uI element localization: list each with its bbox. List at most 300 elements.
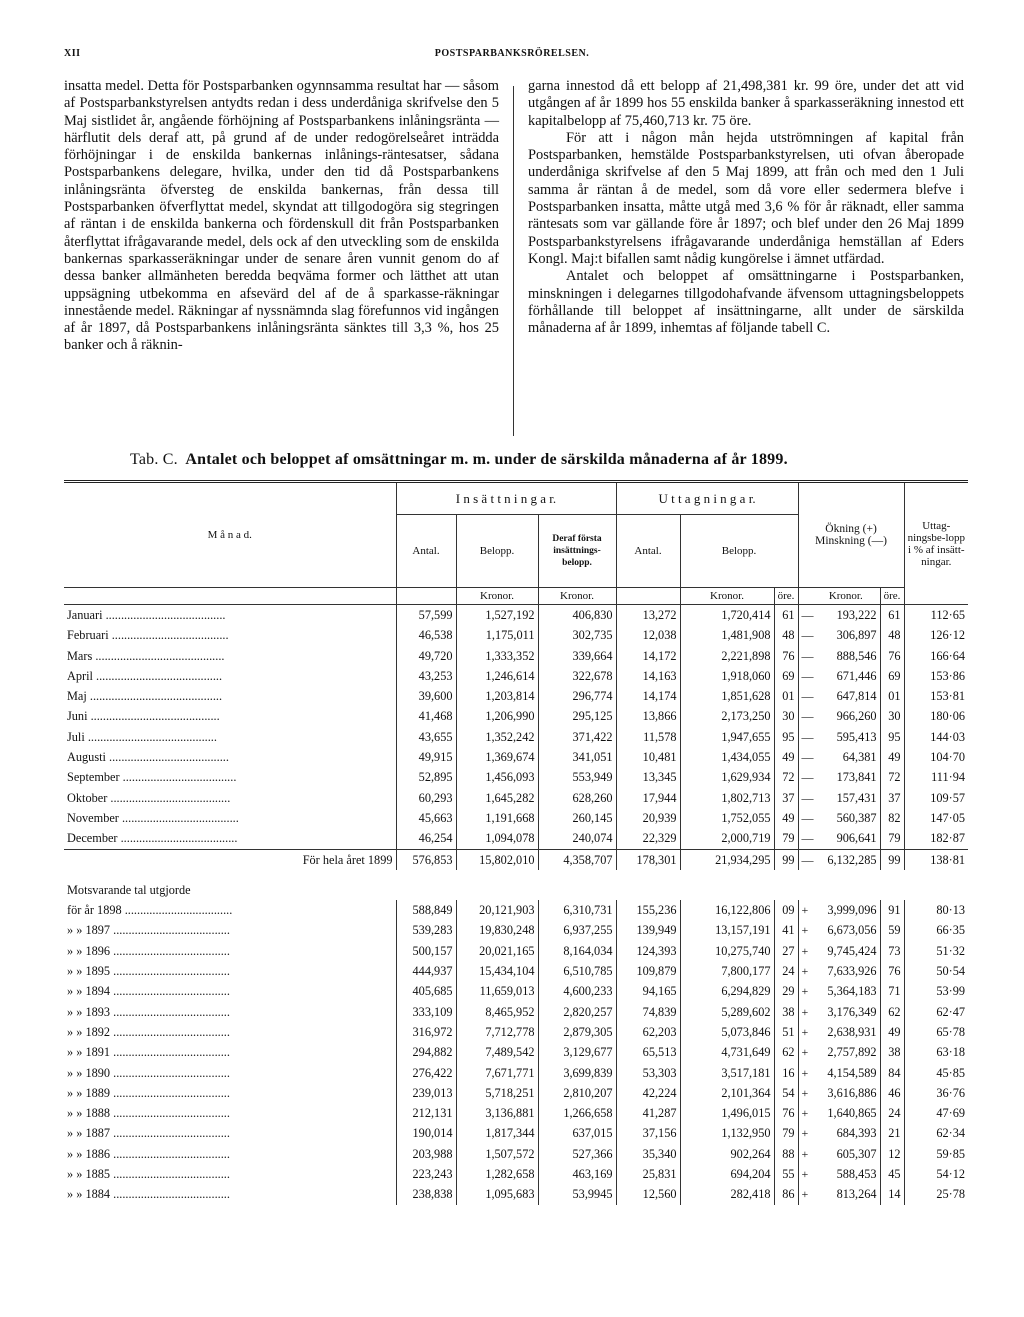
cell-procent: 166·64 [904,646,968,666]
unit-kronor-3: Kronor. [680,588,774,605]
year-row [64,1083,968,1103]
label: Januari ....................................... [67,608,226,622]
month-row [64,828,968,849]
cell-utt-belopp: 694,204 [680,1164,774,1184]
cell-utt-ore: 49 [774,808,798,828]
cell-utt-antal: 74,839 [616,1002,680,1022]
cell-procent: 112·65 [904,605,968,626]
cell-utt-antal: 42,224 [616,1083,680,1103]
cell-utt-ore: 54 [774,1083,798,1103]
cell-ins-antal: 57,599 [396,605,456,626]
cell-ins-antal: 539,283 [396,920,456,940]
label: Augusti ....................................... [67,750,229,765]
cell-utt-belopp: 1,132,950 [680,1123,774,1143]
left-text-column [64,78,499,355]
cell-utt-belopp: 282,418 [680,1184,774,1204]
cell-utt-antal: 14,163 [616,666,680,686]
header-insattning-belopp: Belopp. [456,515,538,588]
cell-procent: 25·78 [904,1184,968,1204]
cell-procent: 51·32 [904,941,968,961]
cell-ins-belopp: 1,175,011 [456,625,538,645]
cell-ins-antal: 500,157 [396,941,456,961]
label: » » 1885 ...................................... [67,1167,230,1182]
cell-utt-antal: 139,949 [616,920,680,940]
year-row [64,900,968,920]
cell-okning: 157,431 [836,790,877,805]
cell-okning: 9,745,424 [827,943,877,958]
cell-ins-antal: 405,685 [396,981,456,1001]
cell-utt-antal: 65,513 [616,1042,680,1062]
year-row [64,981,968,1001]
cell-sign: — [798,808,812,828]
cell-okning-ore: 71 [880,981,904,1001]
year-row [64,1184,968,1204]
cell-utt-ore: 01 [774,686,798,706]
cell-procent: 104·70 [904,747,968,767]
year-row [64,1022,968,1042]
label: » » 1890 ...................................... [67,1065,230,1080]
label: » » 1893 ...................................... [67,1004,230,1019]
cell-utt-ore: 79 [774,828,798,849]
cell-ins-antal: 238,838 [396,1184,456,1204]
cell-procent: 138·81 [904,849,968,870]
cell-utt-ore: 76 [774,1103,798,1123]
cell-deraf: 4,600,233 [538,981,616,1001]
cell-ins-belopp: 20,021,165 [456,941,538,961]
month-row [64,625,968,645]
cell-utt-antal: 20,939 [616,808,680,828]
label: September ..................................... [67,770,237,785]
cell-utt-antal: 178,301 [616,849,680,870]
cell-deraf: 295,125 [538,706,616,726]
cell-utt-belopp: 1,752,055 [680,808,774,828]
cell-utt-ore: 86 [774,1184,798,1204]
year-row [64,941,968,961]
cell-procent: 111·94 [904,767,968,787]
cell-utt-ore: 48 [774,625,798,645]
cell-sign: + [798,1083,812,1103]
cell-deraf: 4,358,707 [538,849,616,870]
cell-sign: — [798,747,812,767]
cell-okning-ore: 62 [880,1002,904,1022]
page-header [64,48,960,64]
cell-utt-antal: 35,340 [616,1144,680,1164]
cell-utt-antal: 41,287 [616,1103,680,1123]
cell-ins-belopp: 7,712,778 [456,1022,538,1042]
cell-ins-belopp: 8,465,952 [456,1002,538,1022]
cell-okning: 560,387 [836,810,877,825]
cell-deraf: 8,164,034 [538,941,616,961]
unit-kronor-2: Kronor. [538,588,616,605]
cell-ins-belopp: 1,333,352 [456,646,538,666]
cell-okning: 595,413 [836,729,877,744]
cell-okning: 5,364,183 [827,984,877,999]
cell-utt-belopp: 1,720,414 [680,605,774,626]
cell-utt-ore: 51 [774,1022,798,1042]
cell-utt-ore: 24 [774,961,798,981]
month-row [64,808,968,828]
cell-utt-belopp: 7,800,177 [680,961,774,981]
cell-okning: 684,393 [836,1126,877,1141]
cell-ins-belopp: 1,352,242 [456,727,538,747]
header-uttagning-antal: Antal. [616,515,680,588]
cell-utt-belopp: 1,918,060 [680,666,774,686]
label: » » 1887 ...................................... [67,1126,230,1141]
label: För hela året 1899 [302,852,393,867]
cell-deraf: 2,810,207 [538,1083,616,1103]
cell-utt-belopp: 1,481,908 [680,625,774,645]
cell-utt-ore: 37 [774,788,798,808]
cell-utt-ore: 49 [774,747,798,767]
header-uttagningar: U t t a g n i n g a r. [616,482,798,515]
cell-ins-antal: 45,663 [396,808,456,828]
cell-ins-antal: 444,937 [396,961,456,981]
column-divider [513,86,514,436]
cell-utt-ore: 69 [774,666,798,686]
cell-ins-belopp: 1,645,282 [456,788,538,808]
label: » » 1889 ...................................... [67,1085,230,1100]
unit-kronor-4: Kronor. [812,588,880,605]
cell-okning-ore: 61 [880,605,904,626]
header-deraf: Deraf första insättnings-belopp. [538,515,616,588]
label: Maj ........................................... [67,689,223,704]
cell-procent: 62·34 [904,1123,968,1143]
cell-ins-antal: 239,013 [396,1083,456,1103]
year-row [64,1103,968,1123]
right-paragraph-3: Antalet och beloppet af omsättningarne i Postsparbanken, minskningen i delegarnes tillgodohafvande äfvensom uttagningsbeloppets förhållande till beloppet af insättningarne, allt under de särskilda månaderna af år 1899, inhemtas af följande tabell C. [528,268,964,337]
label: » » 1884 ...................................... [67,1187,230,1202]
cell-okning: 2,638,931 [827,1024,877,1039]
label: » » 1894 ...................................... [67,984,230,999]
cell-okning-ore: 82 [880,808,904,828]
cell-deraf: 6,937,255 [538,920,616,940]
year-row [64,1144,968,1164]
cell-ins-antal: 212,131 [396,1103,456,1123]
cell-utt-ore: 95 [774,727,798,747]
cell-sign: + [798,1063,812,1083]
cell-okning: 588,453 [836,1167,877,1182]
cell-ins-antal: 52,895 [396,767,456,787]
cell-deraf: 341,051 [538,747,616,767]
cell-okning-ore: 59 [880,920,904,940]
page-number: XII [64,48,81,59]
cell-utt-ore: 30 [774,706,798,726]
month-row [64,767,968,787]
cell-procent: 144·03 [904,727,968,747]
statistics-table [64,480,968,1205]
label: Mars .......................................... [67,648,225,663]
cell-ins-belopp: 1,369,674 [456,747,538,767]
cell-okning-ore: 99 [880,849,904,870]
cell-utt-ore: 55 [774,1164,798,1184]
cell-sign: — [798,767,812,787]
cell-ins-belopp: 1,094,078 [456,828,538,849]
cell-procent: 109·57 [904,788,968,808]
year-row [64,1002,968,1022]
cell-okning-ore: 24 [880,1103,904,1123]
cell-ins-antal: 316,972 [396,1022,456,1042]
cell-okning: 306,897 [836,628,877,643]
cell-sign: — [798,646,812,666]
cell-deraf: 6,310,731 [538,900,616,920]
cell-procent: 36·76 [904,1083,968,1103]
cell-sign: + [798,941,812,961]
cell-okning-ore: 76 [880,961,904,981]
cell-deraf: 2,820,257 [538,1002,616,1022]
cell-sign: + [798,1123,812,1143]
cell-ins-belopp: 20,121,903 [456,900,538,920]
cell-sign: — [798,727,812,747]
cell-procent: 53·99 [904,981,968,1001]
cell-okning-ore: 48 [880,625,904,645]
cell-utt-antal: 14,174 [616,686,680,706]
cell-okning: 7,633,926 [827,964,877,979]
cell-okning-ore: 37 [880,788,904,808]
cell-utt-belopp: 3,517,181 [680,1063,774,1083]
left-paragraph: insatta medel. Detta för Postsparbanken ogynnsamma resultat har — såsom af Postsparbankstyrelsen antydts redan i dess underdåniga skrifvelse den 5 Maj sistlidet år, angående förhöjning af Postsparbankens inlåningsränta — härflutit dels deraf att, på grund af de under redogörelseåret inträdda förhöjningar i de enskilda bankernas inlånings-räntesatser, sådana Postsparbankens delegare, hvilka, under den tid då Postsparbankens inlåningsränta öfversteg de enskilda bankernas, från dessa till Postsparbanken öfverflyttat medel, skyndat att tillgodogöra sig stegringen af räntan i de enskilda bankerna och fördenskull dit från Postsparbanken återflyttat ifrågavarande medel, dels ock af den utveckling som de enskilda bankernas sparkasseräkningar under de senare åren vunnit genom do af dessa banker allmänheten beredda beqväma former och lätthet att utan uppsägning utbekomma en afsevärd del af de å sparkasse-räkningar innestående medel. Räkningar af nyssnämnda slag förefunnos vid ingången af år 1897, då Postsparbankens inlåningsränta sänktes till 3,3 %, hos 25 banker och å räknin- [64,78,499,354]
label: Juni .......................................... [67,709,220,724]
month-row [64,706,968,726]
cell-utt-ore: 99 [774,849,798,870]
cell-okning-ore: 95 [880,727,904,747]
cell-utt-belopp: 1,947,655 [680,727,774,747]
year-row [64,920,968,940]
cell-deraf: 53,9945 [538,1184,616,1204]
cell-utt-belopp: 5,073,846 [680,1022,774,1042]
cell-utt-ore: 27 [774,941,798,961]
cell-deraf: 463,169 [538,1164,616,1184]
cell-sign: — [798,625,812,645]
cell-deraf: 260,145 [538,808,616,828]
cell-okning: 2,757,892 [827,1045,877,1060]
cell-okning: 647,814 [836,689,877,704]
cell-okning-ore: 21 [880,1123,904,1143]
cell-utt-belopp: 902,264 [680,1144,774,1164]
cell-procent: 182·87 [904,828,968,849]
year-row [64,1164,968,1184]
header-uttagning-belopp: Belopp. [680,515,798,588]
cell-deraf: 322,678 [538,666,616,686]
table-body [64,605,968,1205]
cell-sign: + [798,1103,812,1123]
cell-utt-ore: 29 [774,981,798,1001]
month-row [64,666,968,686]
cell-utt-belopp: 2,101,364 [680,1083,774,1103]
cell-utt-ore: 16 [774,1063,798,1083]
cell-okning-ore: 72 [880,767,904,787]
month-row [64,646,968,666]
label: November ...................................... [67,810,239,825]
comparison-heading: Motsvarande tal utgjorde [67,882,191,897]
cell-ins-belopp: 1,456,093 [456,767,538,787]
right-paragraph-2: För att i någon mån hejda utströmningen af kapital från Postsparbanken, hemstälde Postsparbankstyrelsen, uti ofvan åberopade underdåniga skrifvelse af den 5 Maj 1899, att från och med den 1 Juli samma år räntan å de medel, som då vore eller sedermera blefve i Postsparbanken insatta, måtte utgå med 3,6 % för år räknadt, eller samma räntesats som var gällande före år 1897; och blef under den 26 Maj 1899 Postsparbankstyrelsens ifrågavarande underdåniga hemställan af Eders Kongl. Maj:t bifallen samt nådig kungörelse i ämnet utfärdad. [528,129,964,267]
unit-ore-1: öre. [774,588,798,605]
cell-ins-belopp: 7,671,771 [456,1063,538,1083]
cell-sign: + [798,1144,812,1164]
month-row [64,747,968,767]
label: April ......................................... [67,668,223,683]
month-row [64,727,968,747]
year-row [64,1123,968,1143]
cell-sign: + [798,900,812,920]
right-paragraph-1: garna innestod då ett belopp af 21,498,381 kr. 99 öre, under det att vid utgången af år 1899 hos 55 enskilda banker å sparkasseräkning innestod ett kapitalbelopp af 75,460,713 kr. 75 öre. [528,78,964,129]
cell-sign: + [798,981,812,1001]
cell-procent: 47·69 [904,1103,968,1123]
cell-okning: 605,307 [836,1146,877,1161]
cell-okning-ore: 76 [880,646,904,666]
cell-procent: 153·86 [904,666,968,686]
cell-procent: 63·18 [904,1042,968,1062]
cell-ins-antal: 203,988 [396,1144,456,1164]
label: » » 1896 ...................................... [67,943,230,958]
cell-sign: + [798,1002,812,1022]
cell-utt-antal: 25,831 [616,1164,680,1184]
header-okning: Ökning (+) Minskning (—) [798,482,904,588]
cell-ins-antal: 60,293 [396,788,456,808]
year-row [64,1042,968,1062]
cell-utt-belopp: 10,275,740 [680,941,774,961]
cell-ins-belopp: 1,282,658 [456,1164,538,1184]
cell-ins-belopp: 1,191,668 [456,808,538,828]
cell-okning: 3,616,886 [827,1085,877,1100]
cell-utt-antal: 53,303 [616,1063,680,1083]
cell-procent: 180·06 [904,706,968,726]
cell-ins-antal: 333,109 [396,1002,456,1022]
label: för år 1898 ................................... [67,903,233,918]
cell-ins-antal: 43,655 [396,727,456,747]
cell-ins-antal: 576,853 [396,849,456,870]
cell-utt-belopp: 16,122,806 [680,900,774,920]
running-title: POSTSPARBANKSRÖRELSEN. [434,48,590,59]
cell-utt-antal: 94,165 [616,981,680,1001]
cell-utt-ore: 88 [774,1144,798,1164]
cell-utt-belopp: 21,934,295 [680,849,774,870]
cell-sign: — [798,828,812,849]
cell-okning-ore: 49 [880,747,904,767]
label: Februari ...................................... [67,628,229,643]
cell-ins-belopp: 1,206,990 [456,706,538,726]
cell-utt-belopp: 1,629,934 [680,767,774,787]
label: Juli .......................................... [67,729,217,744]
month-row [64,788,968,808]
header-row-1 [64,482,968,515]
cell-procent: 62·47 [904,1002,968,1022]
label: December ...................................... [67,831,238,846]
cell-utt-antal: 13,866 [616,706,680,726]
cell-utt-belopp: 1,802,713 [680,788,774,808]
cell-sign: — [798,706,812,726]
cell-deraf: 628,260 [538,788,616,808]
cell-sign: — [798,849,812,870]
cell-utt-ore: 61 [774,605,798,626]
cell-utt-belopp: 2,173,250 [680,706,774,726]
cell-utt-belopp: 2,221,898 [680,646,774,666]
cell-utt-antal: 124,393 [616,941,680,961]
unit-kronor-1: Kronor. [456,588,538,605]
cell-okning: 1,640,865 [827,1106,877,1121]
table-caption: Antalet och beloppet af omsättningar m. m. under de särskilda månaderna af år 1899. [185,451,788,468]
cell-deraf: 371,422 [538,727,616,747]
cell-ins-antal: 223,243 [396,1164,456,1184]
cell-deraf: 302,735 [538,625,616,645]
label: » » 1895 ...................................... [67,964,230,979]
cell-ins-belopp: 3,136,881 [456,1103,538,1123]
cell-procent: 65·78 [904,1022,968,1042]
cell-utt-antal: 12,038 [616,625,680,645]
cell-utt-antal: 13,345 [616,767,680,787]
cell-deraf: 406,830 [538,605,616,626]
cell-okning: 6,673,056 [827,923,877,938]
header-row-3 [64,588,968,605]
cell-sign: + [798,1164,812,1184]
cell-ins-belopp: 1,527,192 [456,605,538,626]
right-text-column [528,78,964,337]
cell-procent: 66·35 [904,920,968,940]
label: » » 1886 ...................................... [67,1146,230,1161]
cell-ins-antal: 190,014 [396,1123,456,1143]
cell-deraf: 339,664 [538,646,616,666]
cell-utt-ore: 09 [774,900,798,920]
cell-deraf: 2,879,305 [538,1022,616,1042]
year-row [64,1063,968,1083]
cell-okning-ore: 01 [880,686,904,706]
header-insattning-antal: Antal. [396,515,456,588]
cell-procent: 54·12 [904,1164,968,1184]
cell-deraf: 553,949 [538,767,616,787]
cell-utt-ore: 62 [774,1042,798,1062]
cell-sign: — [798,686,812,706]
cell-utt-antal: 14,172 [616,646,680,666]
cell-deraf: 637,015 [538,1123,616,1143]
cell-utt-belopp: 1,434,055 [680,747,774,767]
table-label: Tab. C. [130,451,178,468]
cell-okning: 6,132,285 [827,852,877,867]
cell-ins-belopp: 15,802,010 [456,849,538,870]
cell-sign: + [798,961,812,981]
cell-sign: + [798,1022,812,1042]
cell-okning-ore: 12 [880,1144,904,1164]
header-procent: Uttag-ningsbe-lopp i % af insätt-ningar. [904,482,968,605]
cell-utt-belopp: 1,496,015 [680,1103,774,1123]
cell-sign: + [798,920,812,940]
month-row [64,605,968,626]
cell-sign: — [798,605,812,626]
cell-okning: 173,841 [836,770,877,785]
label: » » 1891 ...................................... [67,1045,230,1060]
cell-ins-antal: 43,253 [396,666,456,686]
cell-okning-ore: 30 [880,706,904,726]
cell-utt-belopp: 2,000,719 [680,828,774,849]
cell-ins-antal: 588,849 [396,900,456,920]
cell-utt-antal: 11,578 [616,727,680,747]
cell-utt-belopp: 13,157,191 [680,920,774,940]
cell-okning: 813,264 [836,1187,877,1202]
table-title [130,451,910,469]
cell-ins-belopp: 5,718,251 [456,1083,538,1103]
cell-ins-belopp: 19,830,248 [456,920,538,940]
cell-ins-antal: 49,915 [396,747,456,767]
cell-utt-ore: 72 [774,767,798,787]
cell-utt-antal: 62,203 [616,1022,680,1042]
label: » » 1897 ...................................... [67,923,230,938]
cell-okning-ore: 14 [880,1184,904,1204]
cell-sign: — [798,788,812,808]
cell-utt-antal: 22,329 [616,828,680,849]
cell-procent: 45·85 [904,1063,968,1083]
cell-utt-antal: 12,560 [616,1184,680,1204]
cell-utt-antal: 13,272 [616,605,680,626]
cell-deraf: 296,774 [538,686,616,706]
